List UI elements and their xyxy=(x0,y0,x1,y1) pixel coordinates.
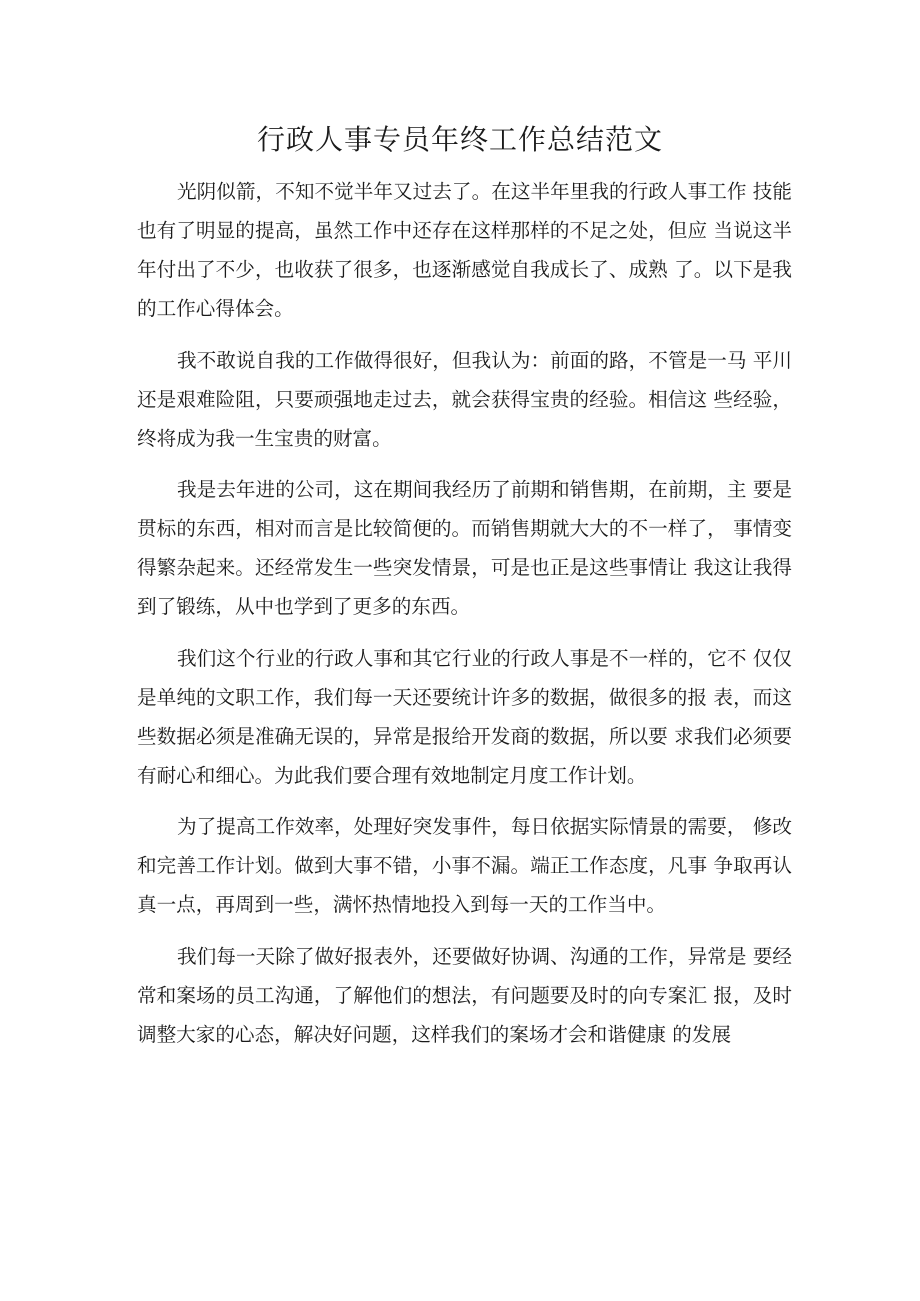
paragraph: 我们这个行业的行政人事和其它行业的行政人事是不一样的，它不 仅仅是单纯的文职工作，我们每一天还要统计许多的数据，做很多的报 表，而这些数据必须是准确无误的，异常是报给开发商的数据，所以要 求我们必须要有耐心和细心。为此我们要合理有效地制定月度工作计划。 xyxy=(137,646,792,787)
paragraph: 我不敢说自我的工作做得很好，但我认为：前面的路，不管是一马 平川还是艰难险阻，只要顽强地走过去，就会获得宝贵的经验。相信这 些经验，终将成为我一生宝贵的财富。 xyxy=(137,348,792,450)
paragraph: 我是去年进的公司，这在期间我经历了前期和销售期，在前期，主 要是贯标的东西，相对而言是比较简便的。而销售期就大大的不一样了， 事情变得繁杂起来。还经常发生一些突发情景，可是也正是这些事情让 我这让我得到了锻练，从中也学到了更多的东西。 xyxy=(137,478,792,619)
paragraph: 为了提高工作效率，处理好突发事件，每日依据实际情景的需要， 修改和完善工作计划。做到大事不错，小事不漏。端正工作态度，凡事 争取再认真一点，再周到一些，满怀热情地投入到每一天的工作当中。 xyxy=(137,815,792,917)
document-title: 行政人事专员年终工作总结范文 xyxy=(256,123,663,156)
paragraph: 光阴似箭，不知不觉半年又过去了。在这半年里我的行政人事工作 技能也有了明显的提高，虽然工作中还存在这样那样的不足之处，但应 当说这半年付出了不少，也收获了很多，也逐渐感觉自我成长了、成熟 了。以下是我的工作心得体会。 xyxy=(137,180,792,320)
paragraph: 我们每一天除了做好报表外，还要做好协调、沟通的工作，异常是 要经常和案场的员工沟通，了解他们的想法，有问题要及时的向专案汇 报，及时调整大家的心态，解决好问题，这样我们的案场才会和谐健康 的发展 xyxy=(137,944,792,1046)
document-body xyxy=(137,172,792,1054)
